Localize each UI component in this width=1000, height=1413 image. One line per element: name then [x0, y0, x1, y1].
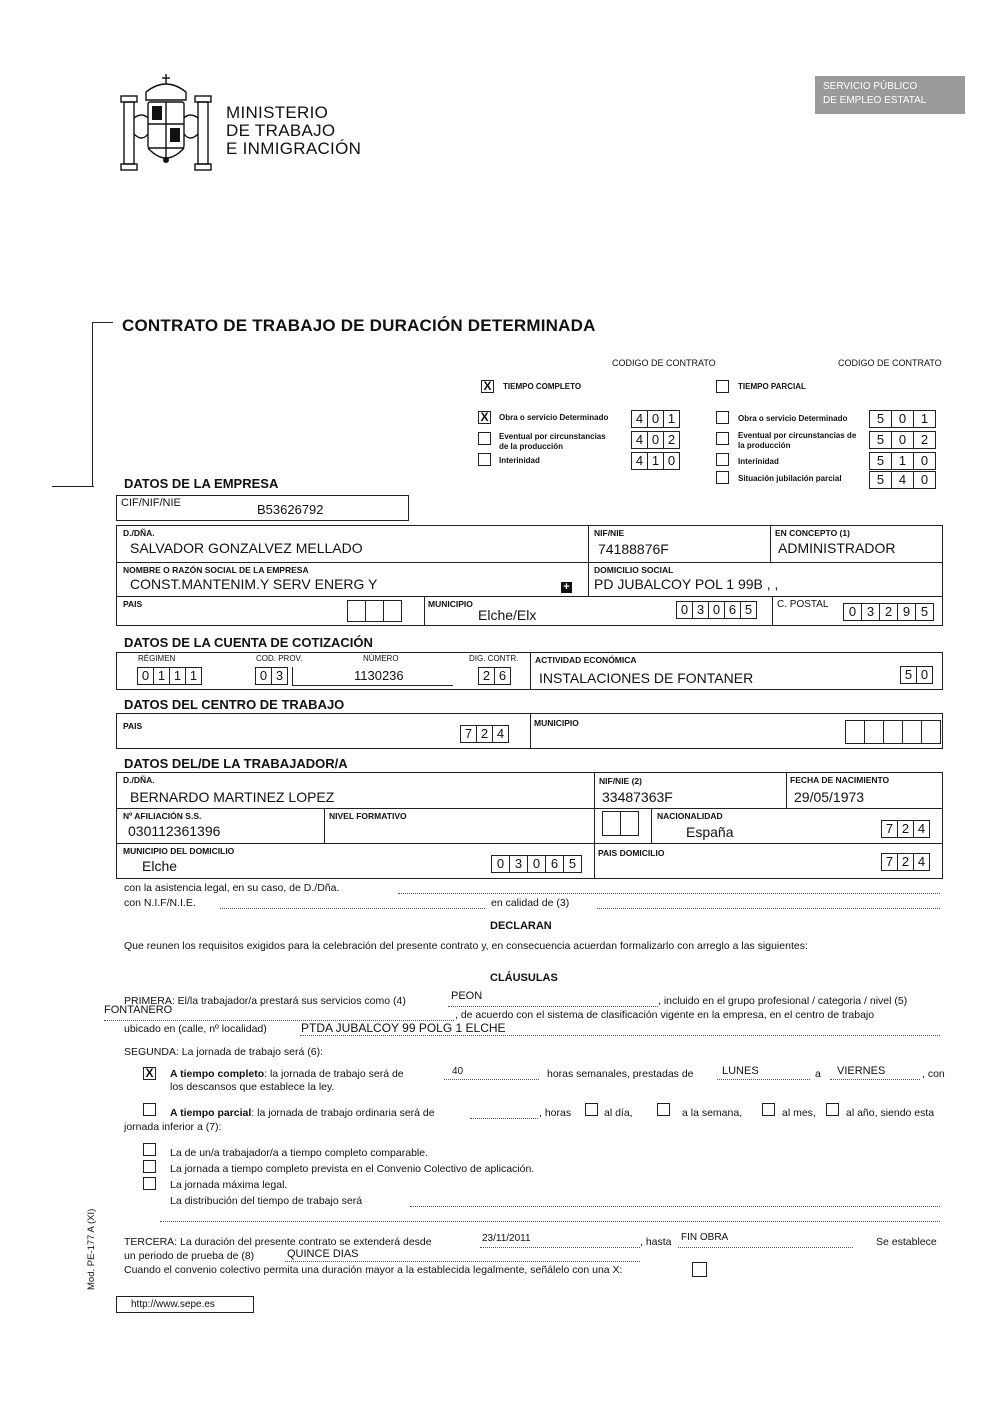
code-digit: 1: [663, 410, 680, 428]
code-digit: 4: [492, 725, 509, 743]
label-eventual-tp: Eventual por circunstancias de la producción: [738, 431, 857, 450]
tercera-text-c: Se establece: [876, 1236, 937, 1248]
code-digit: 1: [647, 452, 664, 470]
checkbox-obra-servicio-tc[interactable]: X: [478, 411, 491, 424]
code-digit: [845, 720, 865, 744]
expand-icon[interactable]: +: [561, 582, 572, 593]
declaran-text: Que reunen los requisitos exigidos para la celebración del presente contrato y, en consecuencia acuerdan formalizarlo con arreglo a las siguientes:: [124, 940, 808, 952]
codprov-label: COD. PROV.: [256, 654, 303, 663]
code-digit: 0: [647, 431, 664, 449]
actividad-value[interactable]: INSTALACIONES DE FONTANER: [539, 670, 754, 686]
code-digit: 5: [869, 431, 892, 449]
code-digit: 1: [185, 667, 202, 685]
code-digit: 1: [153, 667, 170, 685]
code-digit: 0: [916, 666, 933, 684]
tc-horas[interactable]: 40: [452, 1066, 464, 1077]
asistencia-field[interactable]: [398, 893, 940, 894]
code-digit: 0: [491, 855, 510, 873]
tc-bold: A tiempo completo: [170, 1068, 265, 1080]
digcontr-label: DIG. CONTR.: [469, 654, 519, 663]
checkbox-jubilacion-parcial[interactable]: [716, 471, 729, 484]
tercera-prueba[interactable]: QUINCE DIAS: [287, 1248, 359, 1260]
code-digit: 2: [663, 431, 680, 449]
opt4-text: La distribución del tiempo de trabajo será: [170, 1195, 363, 1207]
tp-dia: al día,: [604, 1107, 633, 1119]
code-digit: 2: [913, 431, 936, 449]
sepe-url[interactable]: http://www.sepe.es: [116, 1296, 254, 1313]
label-eventual-tc: Eventual por circunstancias de la producción: [499, 432, 606, 451]
code-digit: [383, 600, 402, 622]
section-trabajador: DATOS DEL/DE LA TRABAJADOR/A: [124, 756, 348, 771]
calidad-field[interactable]: [597, 908, 940, 909]
code-digit: 5: [563, 855, 582, 873]
nacionalidad-value[interactable]: España: [686, 824, 734, 840]
centro-pais-code[interactable]: [460, 725, 509, 743]
code-digit: 7: [881, 820, 898, 838]
code-digit: 9: [897, 603, 916, 621]
code-digit: 0: [663, 452, 680, 470]
code-digit: 5: [900, 666, 917, 684]
checkbox-opt3[interactable]: [143, 1177, 156, 1190]
opt1-text: La de un/a trabajador/a a tiempo completo comparable.: [170, 1147, 428, 1159]
code-digit: 4: [913, 820, 930, 838]
label-jubilacion-parcial: Situación jubilación parcial: [738, 474, 842, 483]
checkbox-al-mes[interactable]: [762, 1103, 775, 1116]
sepe-badge: [815, 76, 965, 114]
empresa-pais-label: PAIS: [123, 599, 143, 609]
tp-line: [170, 1107, 435, 1119]
numero-value[interactable]: 1130236: [354, 668, 404, 683]
tp-text-c: jornada inferior a (7):: [124, 1121, 222, 1133]
title-bracket: [92, 322, 113, 487]
code-502: [869, 431, 936, 449]
codigo-header-left: CODIGO DE CONTRATO: [612, 358, 716, 368]
checkbox-obra-servicio-tp[interactable]: [716, 411, 729, 424]
tercera-text-a: TERCERA: La duración del presente contrato se extenderá desde: [124, 1236, 432, 1248]
code-digit: 5: [869, 452, 892, 470]
numero-label: NÚMERO: [363, 654, 399, 663]
code-digit: 7: [881, 853, 898, 871]
empresa-municipio-value[interactable]: Elche/Elx: [478, 607, 537, 623]
razon-value[interactable]: CONST.MANTENIM.Y SERV ENERG Y: [130, 576, 378, 592]
code-digit: 1: [891, 452, 914, 470]
code-digit: 5: [915, 603, 934, 621]
label-obra-servicio-tc: Obra o servicio Determinado: [499, 413, 609, 422]
primera-text-b: , incluido en el grupo profesional / categoria / nivel (5): [658, 995, 908, 1007]
trabajador-nif-label: NIF/NIE (2): [599, 776, 642, 786]
actividad-label: ACTIVIDAD ECONÓMICA: [535, 655, 637, 665]
asistencia-text: con la asistencia legal, en su caso, de D./Dña.: [124, 882, 340, 894]
tc-desde[interactable]: LUNES: [722, 1065, 759, 1077]
code-digit: 3: [509, 855, 528, 873]
tp-text-a: : la jornada de trabajo ordinaria será de: [251, 1107, 435, 1119]
code-digit: 0: [891, 431, 914, 449]
checkbox-al-ano[interactable]: [826, 1103, 839, 1116]
checkbox-interinidad-tc[interactable]: [478, 453, 491, 466]
code-digit: 0: [676, 601, 693, 619]
code-digit: 5: [869, 410, 892, 428]
cif-label: CIF/NIF/NIE: [121, 497, 181, 509]
fnac-value[interactable]: 29/05/1973: [794, 789, 865, 805]
checkbox-opt2[interactable]: [143, 1160, 156, 1173]
primera-grupo[interactable]: FONTANERO: [104, 1004, 173, 1016]
ministry-line-3: E INMIGRACIÓN: [226, 139, 362, 158]
code-digit: 4: [891, 471, 914, 489]
label-tiempo-parcial: TIEMPO PARCIAL: [738, 382, 806, 391]
segunda-text: SEGUNDA: La jornada de trabajo será (6):: [124, 1046, 324, 1058]
actividad-code[interactable]: [900, 666, 933, 684]
opt3-text: La jornada máxima legal.: [170, 1179, 288, 1191]
code-digit: 0: [891, 410, 914, 428]
cif-field[interactable]: [116, 495, 409, 521]
municipio-domicilio-value[interactable]: Elche: [142, 858, 178, 874]
code-digit: 6: [545, 855, 564, 873]
checkbox-tiempo-parcial[interactable]: [716, 380, 729, 393]
tc-text-e: los descansos que establece la ley.: [170, 1081, 335, 1093]
domicilio-value[interactable]: PD JUBALCOY POL 1 99B , ,: [594, 576, 779, 592]
code-digit: 0: [137, 667, 154, 685]
checkbox-opt1[interactable]: [143, 1143, 156, 1156]
label-interinidad-tp: Interinidad: [738, 457, 779, 466]
calidad-text: en calidad de (3): [491, 897, 570, 909]
code-digit: 0: [843, 603, 862, 621]
code-digit: 5: [740, 601, 757, 619]
checkbox-interinidad-tp[interactable]: [716, 453, 729, 466]
opt2-text: La jornada a tiempo completo prevista en el Convenio Colectivo de aplicación.: [170, 1163, 535, 1175]
empresa-nif-value[interactable]: 74188876F: [598, 541, 669, 557]
tp-mes: al mes,: [782, 1107, 816, 1119]
code-digit: 4: [631, 431, 648, 449]
label-obra-servicio-tp: Obra o servicio Determinado: [738, 414, 848, 423]
tp-horas-field[interactable]: [470, 1118, 538, 1119]
centro-municipio-code[interactable]: [845, 720, 941, 744]
centro-pais-label: PAIS: [123, 721, 143, 731]
centro-municipio-label: MUNICIPIO: [534, 718, 579, 728]
code-digit: 2: [879, 603, 898, 621]
code-digit: 4: [631, 452, 648, 470]
code-digit: 1: [913, 410, 936, 428]
code-digit: 7: [460, 725, 477, 743]
tc-text-b: horas semanales, prestadas de: [547, 1068, 694, 1080]
empresa-municipio-code[interactable]: [676, 601, 757, 619]
declaran-heading: DECLARAN: [490, 920, 552, 932]
afiliacion-value[interactable]: 030112361396: [128, 823, 221, 839]
code-digit: [921, 720, 941, 744]
distribucion-field[interactable]: [410, 1206, 940, 1207]
trabajador-nif-value[interactable]: 33487363F: [602, 789, 673, 805]
code-digit: [347, 600, 366, 622]
code-digit: 0: [647, 410, 664, 428]
sepe-line-2: DE EMPLEO ESTATAL: [823, 95, 927, 106]
afiliacion-label: Nº AFILIACIÓN S.S.: [123, 811, 202, 821]
nivel-code[interactable]: [602, 811, 639, 836]
primera-text-d: ubicado en (calle, nº localidad): [124, 1023, 267, 1035]
label-interinidad-tc: Interinidad: [499, 456, 540, 465]
code-digit: [864, 720, 884, 744]
code-digit: 4: [631, 410, 648, 428]
empresa-dona-value[interactable]: SALVADOR GONZALVEZ MELLADO: [130, 540, 363, 556]
code-digit: [883, 720, 903, 744]
tc-text-d: , con: [922, 1068, 945, 1080]
fnac-label: FECHA DE NACIMIENTO: [790, 775, 890, 785]
checkbox-tiempo-completo-jornada[interactable]: X: [143, 1067, 156, 1080]
section-centro: DATOS DEL CENTRO DE TRABAJO: [124, 697, 345, 712]
title-bracket-foot: [52, 486, 94, 487]
code-510: [869, 452, 936, 470]
code-digit: 2: [897, 820, 914, 838]
code-digit: 1: [169, 667, 186, 685]
concepto-label: EN CONCEPTO (1): [775, 528, 850, 538]
tc-text-c: a: [815, 1068, 821, 1080]
municipio-domicilio-label: MUNICIPIO DEL DOMICILIO: [123, 846, 235, 856]
code-digit: [365, 600, 384, 622]
section-cotizacion: DATOS DE LA CUENTA DE COTIZACIÓN: [124, 635, 373, 650]
code-402: [631, 431, 680, 449]
tercera-desde[interactable]: 23/11/2011: [482, 1233, 531, 1244]
trabajador-dona-value[interactable]: BERNARDO MARTINEZ LOPEZ: [130, 789, 335, 805]
empresa-nif-label: NIF/NIE: [594, 528, 625, 538]
trabajador-dona-label: D./DÑA.: [123, 775, 155, 785]
cpostal-code[interactable]: [843, 603, 934, 621]
tc-text-a: : la jornada de trabajo será de: [264, 1068, 404, 1080]
tp-text-b: , horas: [539, 1107, 572, 1119]
code-501: [869, 410, 936, 428]
ministry-name: [226, 104, 361, 158]
tercera-text-e: Cuando el convenio colectivo permita una duración mayor a la establecida legalmente, señálelo con una X:: [124, 1264, 623, 1276]
code-digit: 2: [478, 667, 495, 685]
regimen-label: RÉGIMEN: [138, 654, 176, 663]
nivel-label: NIVEL FORMATIVO: [329, 811, 407, 821]
code-digit: 4: [913, 853, 930, 871]
pais-domicilio-label: PAIS DOMICILIO: [598, 848, 665, 858]
code-digit: [902, 720, 922, 744]
municipio-domicilio-code[interactable]: [491, 855, 582, 873]
code-digit: 0: [913, 471, 936, 489]
tercera-text-d: un periodo de prueba de (8): [124, 1250, 255, 1262]
checkbox-convenio[interactable]: [692, 1262, 707, 1277]
primera-text-a: PRIMERA: El/la trabajador/a prestará sus servicios como (4): [124, 995, 406, 1007]
pais-domicilio-code[interactable]: [881, 853, 930, 871]
code-digit: 6: [494, 667, 511, 685]
digcontr-code[interactable]: [478, 667, 511, 685]
code-digit: [602, 811, 621, 836]
code-digit: 5: [869, 471, 892, 489]
domicilio-label: DOMICILIO SOCIAL: [594, 565, 674, 575]
concepto-value[interactable]: ADMINISTRADOR: [778, 540, 896, 556]
code-410: [631, 452, 680, 470]
nacionalidad-label: NACIONALIDAD: [657, 811, 723, 821]
section-empresa: DATOS DE LA EMPRESA: [124, 476, 279, 491]
code-digit: 0: [913, 452, 936, 470]
checkbox-al-dia[interactable]: [585, 1103, 598, 1116]
code-540: [869, 471, 936, 489]
code-401: [631, 410, 680, 428]
code-digit: 3: [271, 667, 288, 685]
tc-hasta[interactable]: VIERNES: [837, 1065, 886, 1077]
primera-puesto[interactable]: PEON: [451, 990, 483, 1002]
tercera-hasta[interactable]: FIN OBRA: [681, 1232, 729, 1243]
tp-ano: al año, siendo esta: [846, 1107, 935, 1119]
tercera-text-b: , hasta: [640, 1236, 672, 1248]
checkbox-eventual-tc[interactable]: [478, 432, 491, 445]
regimen-code[interactable]: [137, 667, 202, 685]
code-digit: 2: [897, 853, 914, 871]
nacionalidad-code[interactable]: [881, 820, 930, 838]
code-digit: 3: [861, 603, 880, 621]
checkbox-eventual-tp[interactable]: [716, 432, 729, 445]
tp-semana: a la semana,: [682, 1107, 743, 1119]
ministry-line-1: MINISTERIO: [226, 103, 329, 122]
checkbox-a-la-semana[interactable]: [657, 1103, 670, 1116]
empresa-pais-code[interactable]: [347, 600, 402, 622]
code-digit: 0: [708, 601, 725, 619]
code-digit: 6: [724, 601, 741, 619]
empresa-municipio-label: MUNICIPIO: [428, 599, 473, 609]
cif-value: B53626792: [257, 502, 324, 517]
tp-bold: A tiempo parcial: [170, 1107, 252, 1119]
checkbox-tiempo-parcial-jornada[interactable]: [143, 1103, 156, 1116]
code-digit: 0: [527, 855, 546, 873]
codprov-code[interactable]: [255, 667, 288, 685]
codigo-header-right: CODIGO DE CONTRATO: [838, 358, 942, 368]
sepe-line-1: SERVICIO PÚBLICO: [823, 81, 918, 92]
checkbox-tiempo-completo[interactable]: X: [481, 380, 494, 393]
coat-of-arms-icon: [112, 72, 220, 180]
primera-centro[interactable]: PTDA JUBALCOY 99 POLG 1 ELCHE: [301, 1021, 506, 1035]
ministry-line-2: DE TRABAJO: [226, 121, 336, 140]
empresa-dona-label: D./DÑA.: [123, 528, 155, 538]
code-digit: 3: [692, 601, 709, 619]
code-digit: [620, 811, 639, 836]
razon-label: NOMBRE O RAZÓN SOCIAL DE LA EMPRESA: [123, 565, 309, 575]
nif-line-field[interactable]: [220, 908, 485, 909]
label-tiempo-completo: TIEMPO COMPLETO: [503, 382, 582, 391]
page-title: CONTRATO DE TRABAJO DE DURACIÓN DETERMINADA: [122, 316, 596, 335]
primera-text-c: , de acuerdo con el sistema de clasificación vigente en la empresa, en el centro de trabajo: [455, 1009, 875, 1021]
clausulas-heading: CLÁUSULAS: [490, 972, 558, 984]
code-digit: 0: [255, 667, 272, 685]
code-digit: 2: [476, 725, 493, 743]
modelo-code: Mod. PE-177 A (XI): [86, 1208, 97, 1290]
nif-line-text: con N.I.F/N.I.E.: [124, 897, 196, 909]
cpostal-label: C. POSTAL: [777, 599, 829, 610]
